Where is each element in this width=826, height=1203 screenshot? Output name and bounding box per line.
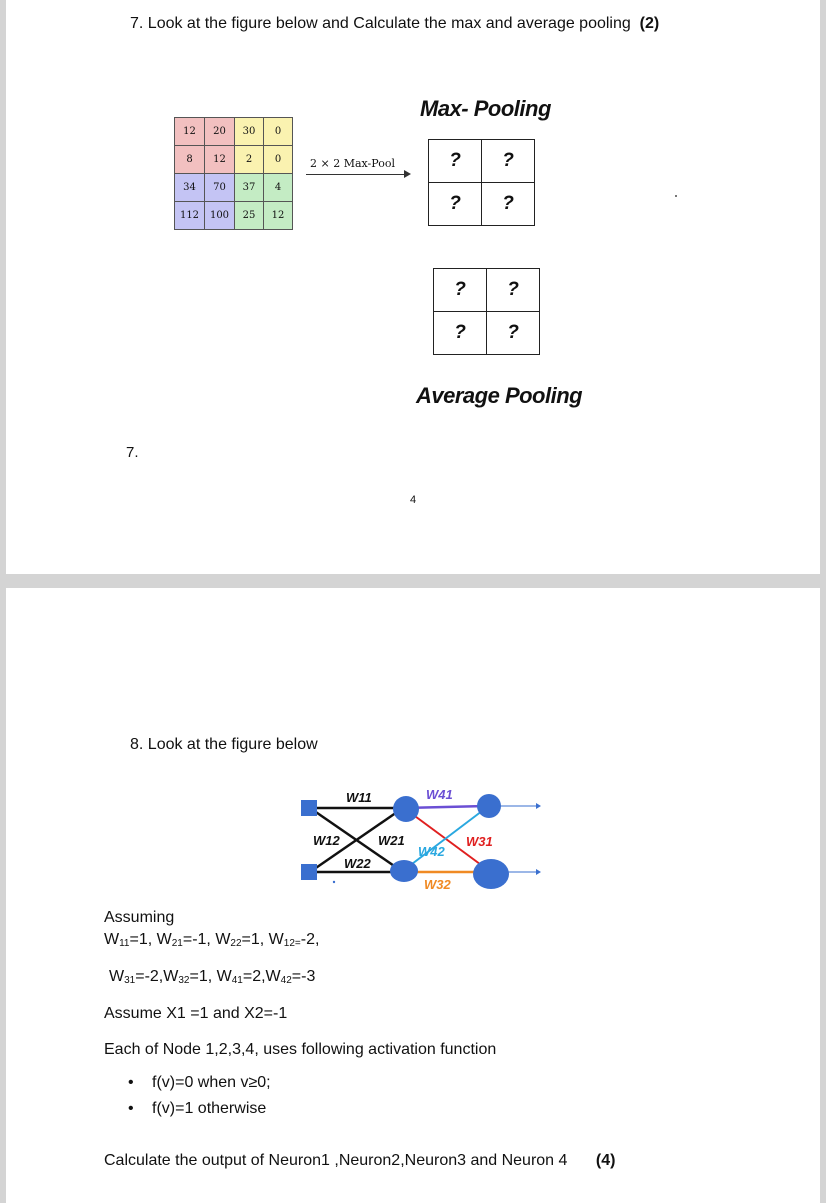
assuming-label: Assuming (104, 909, 175, 926)
matrix-cell: 0 (264, 146, 293, 174)
weight-label-w11: W11 (346, 790, 372, 805)
neuron-4 (477, 794, 501, 818)
weights-line-1 (104, 931, 319, 949)
subscript: 32 (178, 975, 190, 986)
average-pooling-title: Average Pooling (416, 383, 583, 408)
weight-label-w21: W21 (378, 833, 405, 848)
question-marks: (4) (595, 1152, 616, 1169)
text-run: =1, W (189, 968, 232, 985)
neural-network-diagram (296, 784, 556, 894)
text-run: =-2,W (135, 968, 179, 985)
neuron-2 (390, 860, 418, 882)
list-item (128, 1074, 271, 1092)
bullet-text: f(v)=1 otherwise (152, 1100, 267, 1117)
max-pooling-grid (428, 139, 535, 226)
stray-dot (333, 881, 335, 883)
list-number: 7. (126, 444, 139, 461)
text-run: =2,W (242, 968, 281, 985)
text-run: W (109, 968, 125, 985)
matrix-cell: 4 (264, 174, 293, 202)
matrix-cell: 12 (175, 118, 205, 146)
subscript: 12= (283, 938, 301, 949)
answer-cell: ? (429, 140, 482, 183)
matrix-cell: 100 (205, 202, 235, 230)
matrix-cell: 30 (235, 118, 264, 146)
matrix-cell: 12 (205, 146, 235, 174)
weight-label-w41: W41 (426, 787, 453, 802)
text-run: =-1, W (182, 931, 231, 948)
matrix-cell: 25 (235, 202, 264, 230)
arrow-line (306, 174, 406, 175)
weights-line-2 (109, 968, 315, 986)
question-marks: (2) (639, 15, 660, 32)
input-matrix (174, 117, 293, 230)
answer-cell: ? (434, 269, 487, 312)
answer-cell: ? (482, 140, 535, 183)
neuron-1 (393, 796, 419, 822)
maxpool-arrow-label: 2 × 2 Max-Pool (310, 157, 395, 170)
matrix-cell: 112 (175, 202, 205, 230)
answer-cell: ? (487, 312, 540, 355)
answer-cell: ? (429, 183, 482, 226)
arrow-head-icon (536, 869, 541, 875)
weight-label-w22: W22 (344, 856, 371, 871)
matrix-cell: 37 (235, 174, 264, 202)
neuron-3 (473, 859, 509, 889)
matrix-cell: 20 (205, 118, 235, 146)
bullet-icon: • (128, 1074, 134, 1091)
arrow-head-icon (536, 803, 541, 809)
subscript: 41 (231, 975, 243, 986)
text-run: =1, W (241, 931, 284, 948)
subscript: 11 (119, 938, 130, 949)
list-item (128, 1100, 271, 1118)
matrix-cell: 34 (175, 174, 205, 202)
bullet-text: f(v)=0 when v≥0; (152, 1074, 271, 1091)
activation-bullet-list (128, 1074, 271, 1126)
question-7-title (130, 15, 659, 33)
activation-intro: Each of Node 1,2,3,4, uses following activation function (104, 1041, 497, 1058)
final-question (104, 1152, 615, 1170)
question-text: Calculate the output of Neuron1 ,Neuron2,Neuron3 and Neuron 4 (104, 1152, 568, 1169)
text-run: -2, (300, 931, 320, 948)
stray-dot (675, 195, 677, 197)
max-pooling-title: Max- Pooling (420, 96, 551, 121)
input-node-x2 (301, 864, 317, 880)
matrix-cell: 0 (264, 118, 293, 146)
weight-label-w12: W12 (313, 833, 340, 848)
page-number: 4 (410, 494, 417, 506)
matrix-cell: 8 (175, 146, 205, 174)
assume-inputs: Assume X1 =1 and X2=-1 (104, 1005, 288, 1022)
question-text: 7. Look at the figure below and Calculate the max and average pooling (130, 15, 631, 32)
matrix-cell: 70 (205, 174, 235, 202)
answer-cell: ? (482, 183, 535, 226)
weight-label-w42: W42 (418, 844, 445, 859)
document-page-2 (6, 588, 820, 1203)
arrow-head-icon (404, 170, 411, 178)
subscript: 31 (124, 975, 136, 986)
matrix-cell: 12 (264, 202, 293, 230)
subscript: 21 (171, 938, 183, 949)
average-pooling-grid (433, 268, 540, 355)
subscript: 22 (230, 938, 242, 949)
answer-cell: ? (434, 312, 487, 355)
input-node-x1 (301, 800, 317, 816)
question-8-title: 8. Look at the figure below (130, 736, 318, 753)
text-run: =-3 (291, 968, 316, 985)
subscript: 42 (280, 975, 292, 986)
text-run: W (104, 931, 120, 948)
weight-label-w31: W31 (466, 834, 493, 849)
text-run: =1, W (129, 931, 172, 948)
document-page-1 (6, 0, 820, 574)
bullet-icon: • (128, 1100, 134, 1117)
answer-cell: ? (487, 269, 540, 312)
matrix-cell: 2 (235, 146, 264, 174)
weight-label-w32: W32 (424, 877, 451, 892)
